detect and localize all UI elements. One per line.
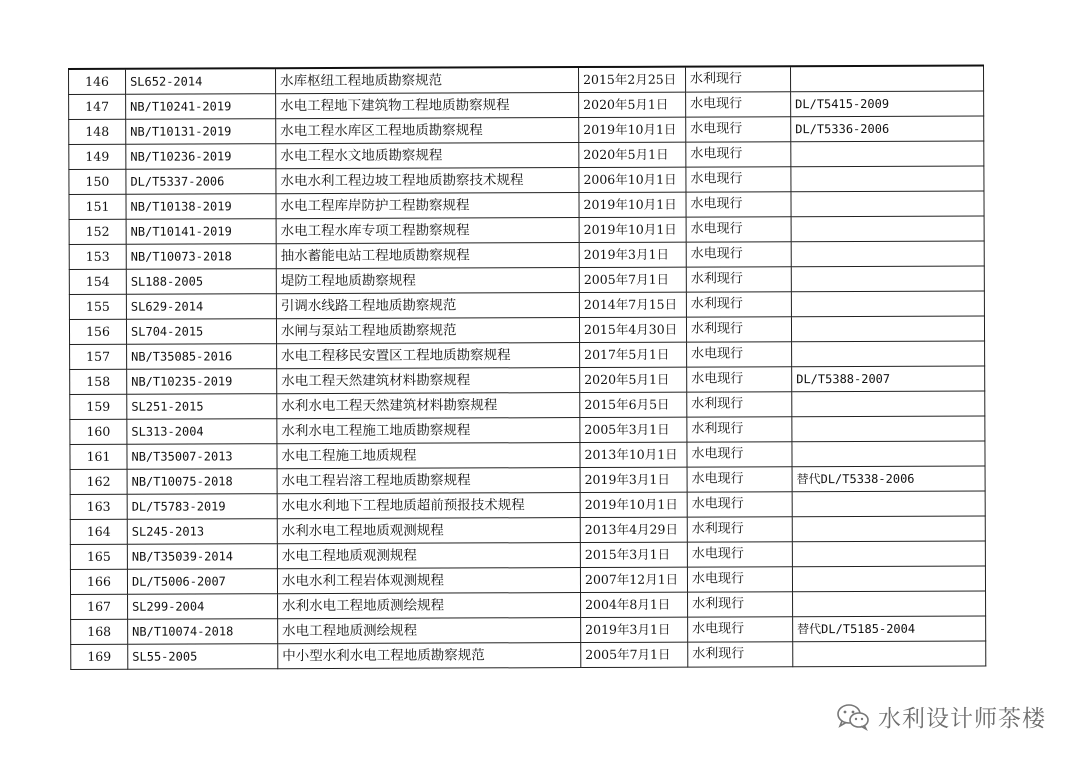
row-number-cell: 154 xyxy=(69,269,126,294)
status-cell: 水电现行 xyxy=(686,142,791,167)
standard-name-cell: 水电工程岩溶工程地质勘察规程 xyxy=(277,468,580,494)
standard-name-cell: 水电工程天然建筑材料勘察规程 xyxy=(277,368,580,394)
watermark xyxy=(836,700,1046,733)
table-row xyxy=(70,416,985,445)
standards-table xyxy=(68,64,986,670)
standard-name-cell: 水电工程库岸防护工程勘察规程 xyxy=(276,193,579,219)
replaced-standard-cell xyxy=(791,316,984,342)
standard-name-cell: 水电水利地下工程地质超前预报技术规程 xyxy=(277,493,580,519)
table-row xyxy=(69,116,984,145)
standard-name-cell: 水电工程移民安置区工程地质勘察规程 xyxy=(277,343,580,369)
table-row xyxy=(69,191,984,220)
standard-code-cell: NB/T10074-2018 xyxy=(128,619,278,645)
standard-name-cell: 水电工程水库区工程地质勘察规程 xyxy=(276,118,579,144)
table-row xyxy=(70,516,985,545)
standard-name-cell: 水电工程地质测绘规程 xyxy=(278,618,581,644)
replaced-standard-cell xyxy=(792,341,985,367)
effective-date-cell: 2013年10月1日 xyxy=(580,442,687,467)
status-cell: 水利现行 xyxy=(687,517,792,542)
table-row xyxy=(70,366,985,395)
status-cell: 水电现行 xyxy=(686,167,791,192)
status-cell: 水电现行 xyxy=(686,217,791,242)
standard-code-cell: NB/T10073-2018 xyxy=(126,244,276,270)
table-row xyxy=(70,541,985,570)
effective-date-cell: 2015年4月30日 xyxy=(579,317,686,342)
standard-code-cell: SL188-2005 xyxy=(126,269,276,295)
table-row xyxy=(70,491,985,520)
replaced-standard-cell xyxy=(792,441,985,467)
effective-date-cell: 2017年5月1日 xyxy=(580,342,687,367)
replaced-standard-cell xyxy=(791,141,984,167)
standard-code-cell: NB/T10241-2019 xyxy=(126,94,276,120)
status-cell: 水电现行 xyxy=(687,567,792,592)
standard-code-cell: SL704-2015 xyxy=(126,319,276,345)
replaced-standard-cell xyxy=(792,391,985,417)
standard-name-cell: 水电工程地下建筑物工程地质勘察规程 xyxy=(276,93,579,119)
standard-code-cell: SL245-2013 xyxy=(127,519,277,545)
standard-name-cell: 水利水电工程天然建筑材料勘察规程 xyxy=(277,393,580,419)
table-row xyxy=(70,566,985,595)
replaced-standard-cell xyxy=(791,266,984,292)
standard-code-cell: DL/T5006-2007 xyxy=(127,569,277,595)
replaced-standard-cell xyxy=(793,591,986,617)
replaced-standard-cell: DL/T5336-2006 xyxy=(791,116,984,142)
replaced-standard-cell xyxy=(793,641,986,667)
table-row xyxy=(71,616,986,645)
replaced-standard-cell xyxy=(791,191,984,217)
standard-code-cell: NB/T35007-2013 xyxy=(127,444,277,470)
row-number-cell: 156 xyxy=(69,319,126,344)
effective-date-cell: 2007年12月1日 xyxy=(580,567,687,592)
effective-date-cell: 2015年6月5日 xyxy=(580,392,687,417)
replaced-standard-cell: DL/T5388-2007 xyxy=(792,366,985,392)
table-row xyxy=(69,316,984,345)
status-cell: 水电现行 xyxy=(687,542,792,567)
table-row xyxy=(69,216,984,245)
standard-name-cell: 中小型水利水电工程地质勘察规范 xyxy=(278,643,581,669)
row-number-cell: 166 xyxy=(70,569,127,594)
row-number-cell: 163 xyxy=(70,494,127,519)
status-cell: 水利现行 xyxy=(687,417,792,442)
standard-name-cell: 水电工程地质观测规程 xyxy=(277,543,580,569)
table-row xyxy=(71,641,986,670)
status-cell: 水利现行 xyxy=(686,292,791,317)
standard-name-cell: 水利水电工程地质观测规程 xyxy=(277,518,580,544)
standard-code-cell: NB/T10138-2019 xyxy=(126,194,276,220)
row-number-cell: 150 xyxy=(69,169,126,194)
replaced-standard-cell xyxy=(792,566,985,592)
table-row xyxy=(69,241,984,270)
effective-date-cell: 2019年10月1日 xyxy=(579,217,686,242)
row-number-cell: 147 xyxy=(69,94,126,119)
effective-date-cell: 2013年4月29日 xyxy=(580,517,687,542)
status-cell: 水电现行 xyxy=(687,467,792,492)
replaced-standard-cell: 替代DL/T5338-2006 xyxy=(792,466,985,492)
row-number-cell: 160 xyxy=(70,419,127,444)
effective-date-cell: 2019年10月1日 xyxy=(579,117,686,142)
effective-date-cell: 2014年7月15日 xyxy=(579,292,686,317)
table-row xyxy=(70,441,985,470)
standards-table-body xyxy=(69,65,986,669)
standard-name-cell: 水电水利工程边坡工程地质勘察技术规程 xyxy=(276,168,579,194)
replaced-standard-cell xyxy=(792,416,985,442)
standard-name-cell: 水闸与泵站工程地质勘察规范 xyxy=(276,318,579,344)
replaced-standard-cell: DL/T5415-2009 xyxy=(791,91,984,117)
replaced-standard-cell xyxy=(792,491,985,517)
standard-code-cell: NB/T35085-2016 xyxy=(127,344,277,370)
effective-date-cell: 2019年10月1日 xyxy=(579,192,686,217)
effective-date-cell: 2015年2月25日 xyxy=(579,67,686,93)
effective-date-cell: 2005年7月1日 xyxy=(581,642,688,667)
row-number-cell: 148 xyxy=(69,119,126,144)
effective-date-cell: 2019年10月1日 xyxy=(580,492,687,517)
effective-date-cell: 2006年10月1日 xyxy=(579,167,686,192)
standard-name-cell: 水电工程水文地质勘察规程 xyxy=(276,143,579,169)
effective-date-cell: 2020年5月1日 xyxy=(579,142,686,167)
row-number-cell: 151 xyxy=(69,194,126,219)
status-cell: 水电现行 xyxy=(688,617,793,642)
row-number-cell: 164 xyxy=(70,519,127,544)
row-number-cell: 161 xyxy=(70,444,127,469)
table-row xyxy=(69,91,984,120)
effective-date-cell: 2020年5月1日 xyxy=(579,92,686,117)
table-row xyxy=(69,291,984,320)
table-row xyxy=(69,141,984,170)
effective-date-cell: 2020年5月1日 xyxy=(580,367,687,392)
standard-code-cell: SL55-2005 xyxy=(128,644,278,670)
standard-name-cell: 水利水电工程施工地质勘察规程 xyxy=(277,418,580,444)
row-number-cell: 155 xyxy=(69,294,126,319)
effective-date-cell: 2004年8月1日 xyxy=(581,592,688,617)
standard-code-cell: SL299-2004 xyxy=(128,594,278,620)
standard-code-cell: SL251-2015 xyxy=(127,394,277,420)
status-cell: 水电现行 xyxy=(686,117,791,142)
table-row xyxy=(69,166,984,195)
standard-code-cell: NB/T10075-2018 xyxy=(127,469,277,495)
row-number-cell: 168 xyxy=(71,619,128,644)
replaced-standard-cell xyxy=(791,216,984,242)
effective-date-cell: 2019年3月1日 xyxy=(579,242,686,267)
row-number-cell: 159 xyxy=(70,394,127,419)
status-cell: 水电现行 xyxy=(687,367,792,392)
replaced-standard-cell: 替代DL/T5185-2004 xyxy=(793,616,986,642)
table-row xyxy=(71,591,986,620)
standard-name-cell: 水电工程施工地质规程 xyxy=(277,443,580,469)
effective-date-cell: 2015年3月1日 xyxy=(580,542,687,567)
standard-code-cell: NB/T10131-2019 xyxy=(126,119,276,145)
row-number-cell: 158 xyxy=(70,369,127,394)
table-row xyxy=(70,466,985,495)
standard-code-cell: SL652-2014 xyxy=(126,68,276,94)
standard-code-cell: SL313-2004 xyxy=(127,419,277,445)
standard-code-cell: NB/T10235-2019 xyxy=(127,369,277,395)
replaced-standard-cell xyxy=(791,291,984,317)
standard-name-cell: 水电工程水库专项工程勘察规程 xyxy=(276,218,579,244)
effective-date-cell: 2019年3月1日 xyxy=(580,467,687,492)
status-cell: 水电现行 xyxy=(687,492,792,517)
row-number-cell: 157 xyxy=(70,344,127,369)
replaced-standard-cell xyxy=(790,65,983,91)
replaced-standard-cell xyxy=(792,516,985,542)
standard-code-cell: NB/T10236-2019 xyxy=(126,144,276,170)
table-row xyxy=(70,391,985,420)
status-cell: 水利现行 xyxy=(686,267,791,292)
standard-name-cell: 引调水线路工程地质勘察规范 xyxy=(276,293,579,319)
status-cell: 水利现行 xyxy=(686,317,791,342)
status-cell: 水电现行 xyxy=(687,342,792,367)
standard-name-cell: 水利水电工程地质测绘规程 xyxy=(278,593,581,619)
standard-name-cell: 水电水利工程岩体观测规程 xyxy=(277,568,580,594)
table-row xyxy=(69,266,984,295)
row-number-cell: 149 xyxy=(69,144,126,169)
replaced-standard-cell xyxy=(791,166,984,192)
status-cell: 水利现行 xyxy=(688,642,793,667)
status-cell: 水电现行 xyxy=(686,242,791,267)
effective-date-cell: 2019年3月1日 xyxy=(581,617,688,642)
row-number-cell: 167 xyxy=(71,594,128,619)
replaced-standard-cell xyxy=(792,541,985,567)
standard-code-cell: SL629-2014 xyxy=(126,294,276,320)
row-number-cell: 152 xyxy=(69,219,126,244)
status-cell: 水电现行 xyxy=(687,442,792,467)
table-row xyxy=(69,65,984,94)
table-row xyxy=(70,341,985,370)
standard-code-cell: NB/T35039-2014 xyxy=(127,544,277,570)
effective-date-cell: 2005年3月1日 xyxy=(580,417,687,442)
standard-code-cell: NB/T10141-2019 xyxy=(126,219,276,245)
status-cell: 水电现行 xyxy=(686,92,791,117)
effective-date-cell: 2005年7月1日 xyxy=(579,267,686,292)
row-number-cell: 165 xyxy=(70,544,127,569)
row-number-cell: 162 xyxy=(70,469,127,494)
replaced-standard-cell xyxy=(791,241,984,267)
standard-name-cell: 水库枢纽工程地质勘察规范 xyxy=(276,67,579,94)
status-cell: 水利现行 xyxy=(687,392,792,417)
row-number-cell: 169 xyxy=(71,644,128,669)
wechat-icon xyxy=(836,703,870,731)
standard-name-cell: 堤防工程地质勘察规程 xyxy=(276,268,579,294)
row-number-cell: 146 xyxy=(69,69,126,95)
standard-name-cell: 抽水蓄能电站工程地质勘察规程 xyxy=(276,243,579,269)
standard-code-cell: DL/T5337-2006 xyxy=(126,169,276,195)
standard-code-cell: DL/T5783-2019 xyxy=(127,494,277,520)
row-number-cell: 153 xyxy=(69,244,126,269)
watermark-text: 水利设计师茶楼 xyxy=(878,706,1046,732)
status-cell: 水电现行 xyxy=(686,192,791,217)
status-cell: 水利现行 xyxy=(685,66,790,92)
status-cell: 水利现行 xyxy=(688,592,793,617)
